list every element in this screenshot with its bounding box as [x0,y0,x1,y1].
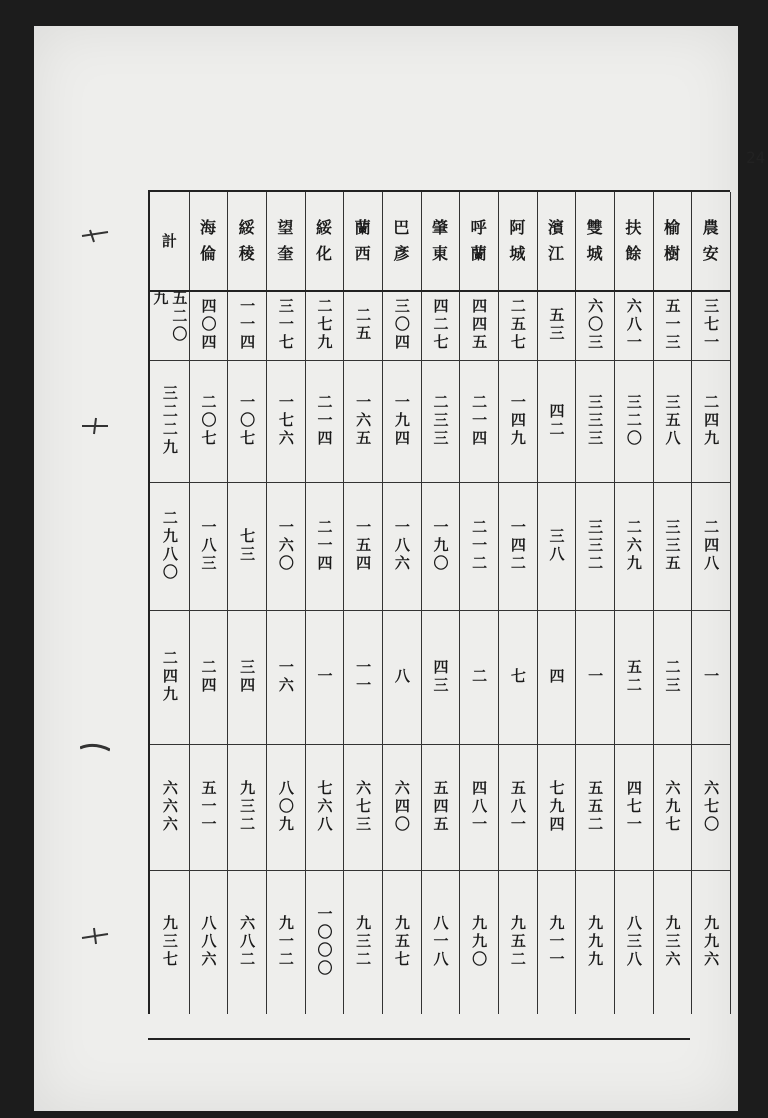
table-cell [227,870,266,1014]
table-cell [266,610,305,744]
table-cell [575,744,614,870]
cell-value: 六九七 [663,780,682,834]
cell-value: 三二〇 [624,394,643,448]
header-char: 樹 [663,244,680,263]
header-char: 倫 [199,244,216,263]
header-char: 扶 [625,218,642,237]
cell-value: 六〇三 [586,298,605,352]
table-column [382,192,422,1014]
cell-value: 三七一 [702,298,721,352]
page-number: 24 [746,148,766,167]
cell-value: 九一一 [547,915,566,969]
table-cell [343,870,382,1014]
cell-value: 一六五 [354,394,373,448]
cell-value: 八八六 [199,915,218,969]
cell-value: 四四五 [470,298,489,352]
row-divider [150,290,730,292]
cell-value: 二四九 [160,650,179,704]
cell-value: 八 [392,668,411,686]
cell-value: 三二二九 [160,385,179,457]
table-cell [537,482,576,610]
table-cell [150,870,189,1014]
table-cell [537,744,576,870]
cell-value: 五一三 [663,298,682,352]
header-char: 彥 [393,244,410,263]
cell-value: 九九〇 [470,915,489,969]
cell-value: 一〇七 [238,394,257,448]
header-char: 安 [702,244,719,263]
table-cell [227,482,266,610]
cell-value: 七九四 [547,780,566,834]
cell-value: 九三二 [354,915,373,969]
table-cell [459,744,498,870]
cell-value: 九三七 [160,915,179,969]
table-column [498,192,538,1014]
table-column [691,192,731,1014]
table-column [343,192,383,1014]
table-cell [614,610,653,744]
table-cell [459,870,498,1014]
column-header [575,192,614,290]
cell-value: 四〇四 [199,298,218,352]
cell-value: 三三三 [586,394,605,448]
cell-value: 五四五 [431,780,450,834]
table-cell [305,870,344,1014]
table-cell [382,482,421,610]
table-cell [691,610,730,744]
header-char: 海 [199,218,216,237]
table-cell [498,290,537,360]
table-cell [150,290,189,360]
table-cell [343,290,382,360]
table-cell [653,610,692,744]
table-cell [421,290,460,360]
header-char: 蘭 [354,218,371,237]
table-cell [575,360,614,482]
header-char: 榆 [663,218,680,237]
header-char: 望 [277,218,294,237]
cell-value: 一六 [276,659,295,695]
table-cell [266,360,305,482]
column-header [189,192,228,290]
cell-value: 二一四 [315,519,334,573]
cell-value: 七 [508,668,527,686]
cell-value: 六四〇 [392,780,411,834]
table-cell [266,290,305,360]
cell-value: 二九八〇 [160,510,179,582]
cell-value: 六七三 [354,780,373,834]
table-cell [382,610,421,744]
table-cell [421,870,460,1014]
header-char: 綏 [238,218,255,237]
column-header [691,192,730,290]
header-char: 城 [509,244,526,263]
table-cell [421,482,460,610]
table-cell [305,744,344,870]
column-header [537,192,576,290]
cell-value: 五一一 [199,780,218,834]
cell-value: 九五二 [508,915,527,969]
table-column [227,192,267,1014]
table-cell [614,870,653,1014]
cell-value: 九五七 [392,915,411,969]
table-cell [343,744,382,870]
table-cell [575,482,614,610]
table-column [614,192,654,1014]
table-cell [498,744,537,870]
table-cell [227,610,266,744]
table-column [305,192,345,1014]
table-cell [498,610,537,744]
table-cell [189,610,228,744]
cell-value: 一九〇 [431,519,450,573]
header-char: 阿 [509,218,526,237]
table-cell [382,744,421,870]
table-cell [305,610,344,744]
cell-value: 五八一 [508,780,527,834]
cell-value: 五二 [624,659,643,695]
table-cell [653,482,692,610]
table-cell [537,360,576,482]
cell-value: 一 [315,668,334,686]
cell-value: 一九四 [392,394,411,448]
table-cell [537,870,576,1014]
table-cell [614,482,653,610]
cell-value: 三一七 [276,298,295,352]
cell-value: 一五四 [354,519,373,573]
cell-value: 一八三 [199,519,218,573]
cell-value: 七三 [238,528,257,564]
table-cell [421,360,460,482]
header-char: 稜 [238,244,255,263]
binding-hole-mark [80,926,110,946]
table-column [459,192,499,1014]
column-header [150,192,189,290]
table-cell [498,360,537,482]
cell-value: 六八二 [238,915,257,969]
column-header [421,192,460,290]
cell-value: 四 [547,668,566,686]
table-cell [382,360,421,482]
cell-value: 一六〇 [276,519,295,573]
binding-hole-mark [80,226,110,246]
row-divider [150,610,730,611]
table-cell [266,744,305,870]
cell-value: 二一四 [470,394,489,448]
header-char: 農 [702,218,719,237]
column-header [227,192,266,290]
header-char: 西 [354,244,371,263]
table-cell [227,290,266,360]
cell-value: 二七九 [315,298,334,352]
table-column [653,192,693,1014]
table-cell [189,870,228,1014]
cell-value: 三三五 [663,519,682,573]
table-cell [575,290,614,360]
cell-value: 一七六 [276,394,295,448]
column-header [614,192,653,290]
column-header [266,192,305,290]
column-header [305,192,344,290]
cell-value: 四二七 [431,298,450,352]
table-cell [150,610,189,744]
table-cell [575,870,614,1014]
table-cell [653,290,692,360]
table-cell [382,870,421,1014]
header-char: 呼 [470,218,487,237]
table-cell [305,360,344,482]
table-cell [266,482,305,610]
table-cell [614,360,653,482]
table-cell [575,610,614,744]
header-char: 城 [586,244,603,263]
cell-value: 六八一 [624,298,643,352]
table-cell [498,870,537,1014]
column-header [653,192,692,290]
column-header [343,192,382,290]
header-char: 雙 [586,218,603,237]
table-cell [305,482,344,610]
cell-value: 二一二 [470,519,489,573]
table-cell [189,290,228,360]
row-divider [150,870,730,871]
header-char: 計 [161,232,177,250]
cell-value: 九九六 [702,915,721,969]
table-cell [653,360,692,482]
table-column [189,192,229,1014]
table-column [537,192,577,1014]
cell-value: 二四九 [702,394,721,448]
column-header [498,192,537,290]
header-char: 奎 [277,244,294,263]
cell-value: 一一 [354,659,373,695]
table-cell [614,744,653,870]
table-cell [189,482,228,610]
cell-value: 八〇九 [276,780,295,834]
cell-value: 二四八 [702,519,721,573]
table-cell [691,290,730,360]
cell-value: 八一八 [431,915,450,969]
column-header [382,192,421,290]
cell-value: 一八六 [392,519,411,573]
cell-value: 八三八 [624,915,643,969]
table-cell [537,610,576,744]
binding-hole-mark [80,738,110,758]
table-cell [691,744,730,870]
cell-value: 二〇七 [199,394,218,448]
table-column [575,192,615,1014]
cell-value: 一〇〇〇 [315,906,334,978]
table-cell [382,290,421,360]
row-divider [150,744,730,745]
cell-value: 三五八 [663,394,682,448]
table-cell [150,360,189,482]
cell-value: 三八 [547,528,566,564]
cell-value: 一 [702,668,721,686]
cell-value: 一 [586,668,605,686]
header-char: 蘭 [470,244,487,263]
table-cell [266,870,305,1014]
cell-value: 三三二 [586,519,605,573]
column-header [459,192,498,290]
cell-value: 二三 [663,659,682,695]
table-cell [459,290,498,360]
table-cell [189,360,228,482]
cell-value: 四八一 [470,780,489,834]
table-cell [614,290,653,360]
cell-value: 四七一 [624,780,643,834]
table-cell [150,482,189,610]
cell-value: 二三三 [431,394,450,448]
table-cell [691,482,730,610]
table-cell [459,610,498,744]
table-cell [653,870,692,1014]
cell-value: 三〇四 [392,298,411,352]
cell-value: 三四 [238,659,257,695]
table-cell [227,744,266,870]
binding-hole-mark [80,416,110,436]
header-char: 肇 [431,218,448,237]
header-char: 江 [547,244,564,263]
cell-value: 一四九 [508,394,527,448]
table-cell [421,744,460,870]
statistics-table [148,190,730,1014]
row-divider [150,482,730,483]
table-cell [305,290,344,360]
header-char: 綏 [315,218,332,237]
table-cell [150,744,189,870]
cell-value: 一四二 [508,519,527,573]
table-cell [343,360,382,482]
table-cell [421,610,460,744]
table-cell [653,744,692,870]
cell-value: 一一四 [238,298,257,352]
cell-value: 二 [470,668,489,686]
header-char: 化 [315,244,332,263]
cell-value: 四二 [547,403,566,439]
table-cell [459,360,498,482]
cell-value: 四三 [431,659,450,695]
cell-value: 九三二 [238,780,257,834]
cell-value: 九九九 [586,915,605,969]
table-column [421,192,461,1014]
cell-value: 二四 [199,659,218,695]
cell-value: 七六八 [315,780,334,834]
table-cell [537,290,576,360]
cell-value: 五五二 [586,780,605,834]
cell-value: 六七〇 [702,780,721,834]
table-cell [691,360,730,482]
row-divider [150,360,730,361]
table-cell [343,482,382,610]
cell-value: 五二〇九 [151,290,189,344]
table-cell [227,360,266,482]
table-cell [498,482,537,610]
cell-value: 二一四 [315,394,334,448]
table-bottom-rule [148,1038,690,1040]
cell-value: 六六六 [160,780,179,834]
cell-value: 二五七 [508,298,527,352]
cell-value: 九一二 [276,915,295,969]
header-char: 濱 [547,218,564,237]
table-column [150,192,190,1014]
header-char: 東 [431,244,448,263]
cell-value: 二六九 [624,519,643,573]
cell-value: 九三六 [663,915,682,969]
table-cell [691,870,730,1014]
header-char: 餘 [625,244,642,263]
table-cell [459,482,498,610]
cell-value: 五三 [547,307,566,343]
table-cell [189,744,228,870]
table-column [266,192,306,1014]
cell-value: 二五 [354,307,373,343]
table-cell [343,610,382,744]
header-char: 巴 [393,218,410,237]
